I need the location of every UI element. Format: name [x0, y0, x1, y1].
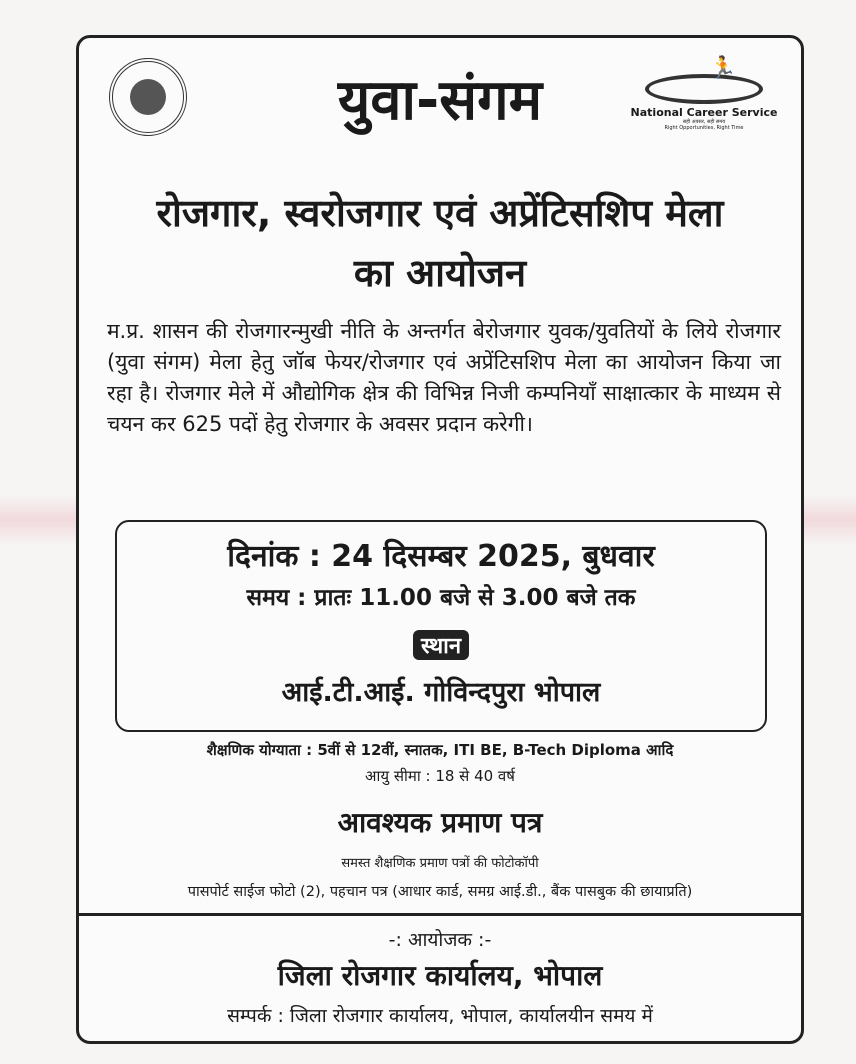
divider [79, 913, 801, 916]
event-date: दिनांक : 24 दिसम्बर 2025, बुधवार [227, 539, 655, 574]
headline-line2: का आयोजन [353, 251, 527, 295]
documents-line1: समस्त शैक्षणिक प्रमाण पत्रों की फोटोकॉपी [341, 856, 539, 871]
runner-icon: 🏃 [709, 56, 737, 81]
event-details-box [115, 520, 767, 732]
headline-line1: रोजगार, स्वरोजगार एवं अप्रेंटिसशिप मेला [156, 191, 724, 235]
intro-paragraph: म.प्र. शासन की रोजगारन्मुखी नीति के अन्तर्गत बेरोजगार युवक/युवतियों के लिये रोजगार (युवा संगम) मेला हेतु जॉब फेयर/रोजगार एवं अप्रेंटिसशिप मेला का आयोजन किया जा रहा है। रोजगार मेले में औद्योगिक क्षेत्र की विभिन्न निजी कम्पनियाँ साक्षात्कार के माध्यम से चयन कर 625 पदों हेतु रोजगार के अवसर प्रदान करेगी। [107, 319, 781, 436]
event-time: समय : प्रातः 11.00 बजे से 3.00 बजे तक [246, 585, 636, 611]
ncs-logo: 🏃 National Career Service सही अवसर, सही समय Right Opportunities, Right Time [630, 56, 778, 131]
event-venue: आई.टी.आई. गोविन्दपुरा भोपाल [281, 677, 601, 708]
contact-info: सम्पर्क : जिला रोजगार कार्यालय, भोपाल, कार्यालयीन समय में [227, 1005, 653, 1027]
advertisement-frame [76, 35, 804, 1044]
venue-label: स्थान [413, 630, 469, 660]
documents-line2: पासपोर्ट साईज फोटो (2), पहचान पत्र (आधार कार्ड, समग्र आई.डी., बैंक पासबुक की छायाप्रति) [187, 884, 693, 900]
page-title: युवा-संगम [337, 68, 543, 133]
organizer-label: -: आयोजक :- [388, 929, 492, 951]
age-limit: आयु सीमा : 18 से 40 वर्ष [365, 767, 515, 785]
documents-heading: आवश्यक प्रमाण पत्र [337, 806, 543, 839]
qualification: शैक्षणिक योग्याता : 5वीं से 12वीं, स्नातक, ITI BE, B-Tech Diploma आदि [206, 741, 674, 759]
organizer-name: जिला रोजगार कार्यालय, भोपाल [277, 959, 603, 992]
